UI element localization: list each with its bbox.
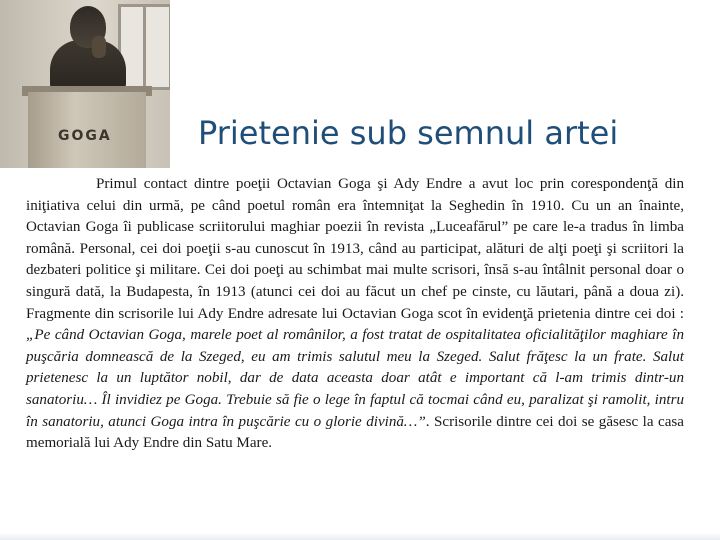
- body-paragraph: [26, 174, 684, 455]
- pedestal-inscription: GOGA: [58, 128, 112, 144]
- body-text-intro: Primul contact dintre poeţii Octavian Goga şi Ady Endre a avut loc prin corespondenţă din iniţiativa celui din urmă, pe când poetul român era întemniţat la Seghedin în 1910. Cu un an înainte, Octavian Goga îi publicase scriitorului maghiar poezii în revista „Luceafărul” pe care le-a tradus în limba română. Personal, cei doi poeţii s-au cunoscut în 1913, când au participat, alături de alţi poeţi şi scriitori la dezbateri politice şi militare. Cei doi poeţi au schimbat mai multe scrisori, însă s-au întâlnit personal doar o singură dată, la Budapesta, în 1913 (atunci cei doi au făcut un chef pe cinste, cu lăutari, până a doua zi). Fragmente din scrisorile lui Ady Endre adresate lui Octavian Goga scot în evidenţă prietenia dintre cei doi :: [26, 176, 684, 322]
- letter-quote: „Pe când Octavian Goga, marele poet al românilor, a fost tratat de ospitalitatea oficialităţilor maghiare în puşcăria domnească de la Szeged, eu am trimis salutul meu la Szeged. Salut frăţesc la un frate. Salut prietenesc la un luptător nobil, dar de data aceasta doar atât e important că l-am trimis dintr-un sanatoriu… Îl invidiez pe Goga. Trebuie să fie o lege în faptul că tocmai când eu, paralizat şi ramolit, intru în sanatoriu, atunci Goga intra în puşcărie cu o glorie divină…”: [26, 327, 684, 430]
- goga-bust-photo: [0, 0, 170, 168]
- bottom-shadow: [0, 532, 720, 540]
- bust-hand: [92, 36, 106, 58]
- slide-title: Prietenie sub semnul artei: [198, 114, 619, 152]
- body-text-closing: . Scrisorile dintre cei doi se găsesc la casa memorială lui Ady Endre din Satu Mare.: [26, 413, 684, 452]
